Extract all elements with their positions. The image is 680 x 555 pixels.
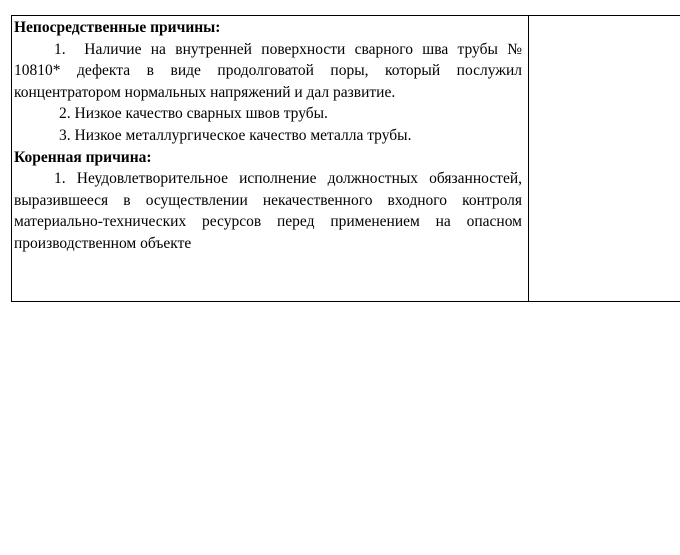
item-text: Наличие на внутренней поверхности сварного шва трубы № 10810* дефекта в виде продолговатой поры, который послужил концентратором нормальных напряжений и дал развитие. (14, 40, 522, 101)
item-text: Низкое качество сварных швов трубы. (74, 105, 328, 123)
root-cause-item-1 (14, 168, 522, 254)
item-text: Низкое металлургическое качество металла трубы. (74, 126, 412, 144)
immediate-cause-item-1 (14, 39, 522, 104)
root-cause-heading: Коренная причина: (14, 148, 152, 166)
item-number: 1. (54, 40, 66, 58)
item-number: 2. (59, 105, 71, 123)
item-number: 1. (54, 170, 66, 188)
immediate-cause-item-2 (14, 103, 522, 125)
empty-side-cell (529, 16, 680, 301)
item-number: 3. (59, 126, 71, 144)
immediate-causes-heading: Непосредственные причины: (14, 19, 221, 36)
item-text: Неудовлетворительное исполнение должностных обязанностей, выразившееся в осуществлении некачественного входного контроля материально-технических ресурсов перед применением на опасном производственном объекте (14, 170, 522, 252)
causes-table (11, 15, 680, 302)
causes-cell (12, 16, 529, 301)
immediate-cause-item-3 (14, 125, 522, 147)
